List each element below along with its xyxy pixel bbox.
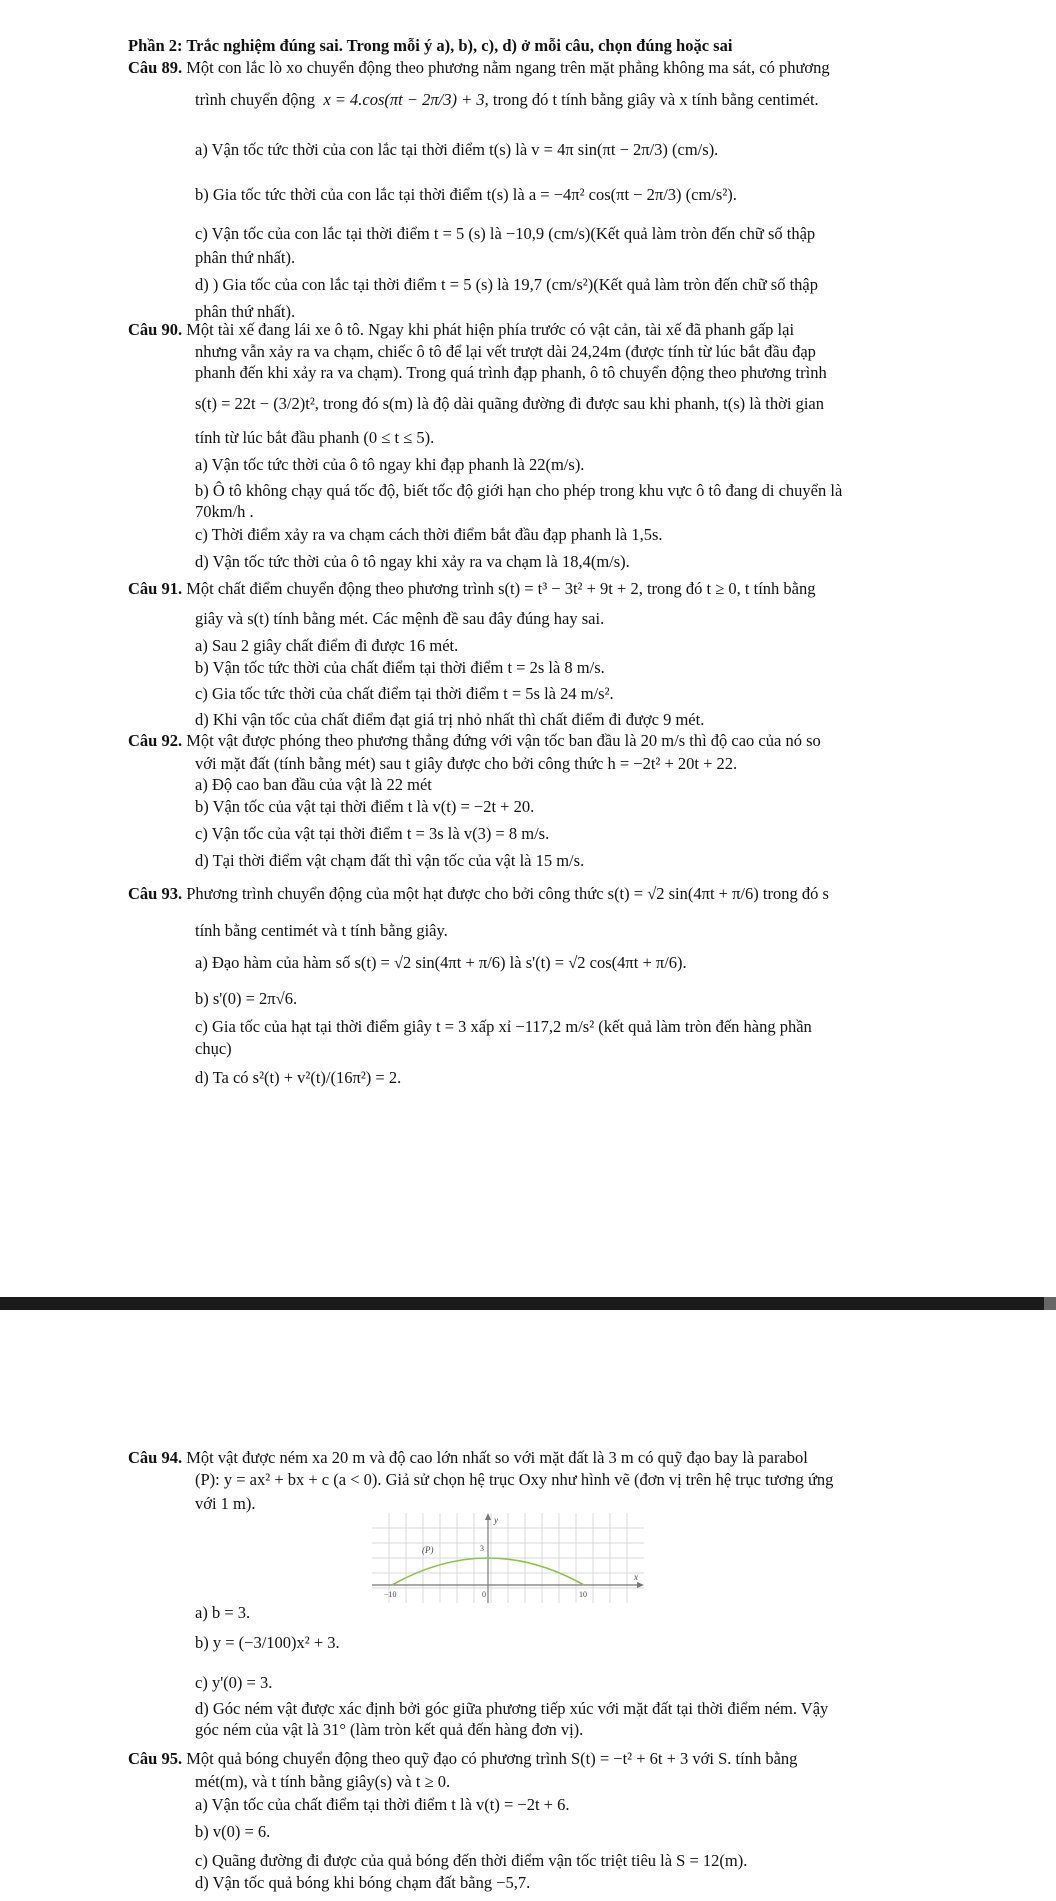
question-92-option-d: d) Tại thời điểm vật chạm đất thì vận tốc của vật là 15 m/s. [195,851,585,870]
question-95-text: Một quả bóng chuyển động theo quỹ đạo có phương trình S(t) = −t² + 6t + 3 với S. tính bằng [186,1749,798,1768]
question-94-option-a: a) b = 3. [195,1603,251,1622]
parabol-figure [372,1513,644,1603]
question-95-option-d: d) Vận tốc quả bóng khi bóng chạm đất bằng −5,7. [195,1873,531,1892]
question-90-option-b-cont: 70km/h . [195,502,254,521]
tick-10: 10 [579,1590,587,1599]
question-93-option-b: b) s'(0) = 2π√6. [195,989,298,1008]
question-95-option-b: b) v(0) = 6. [195,1822,271,1841]
question-91-label: Câu 91. [128,579,183,598]
question-89-option-d-cont: phân thứ nhất). [195,302,296,321]
tick-neg10: −10 [384,1590,397,1599]
question-93-option-c: c) Gia tốc của hạt tại thời điểm giây t = 3 xấp xỉ −117,2 m/s² (kết quả làm tròn đến hàng phần [195,1017,812,1036]
y-axis-arrow [485,1513,491,1520]
question-90-line5: tính từ lúc bắt đầu phanh (0 ≤ t ≤ 5). [195,428,435,447]
question-89-equation-line [195,90,863,110]
question-90-label: Câu 90. [128,320,183,339]
question-89-line2-prefix: trình chuyển động [195,90,316,109]
question-89-text: Một con lắc lò xo chuyển động theo phương nằm ngang trên mặt phẳng không ma sát, có phương [186,58,830,77]
question-92-option-a: a) Độ cao ban đầu của vật là 22 mét [195,775,432,794]
question-92-option-b: b) Vận tốc của vật tại thời điểm t là v(t) = −2t + 20. [195,797,535,816]
question-92-line2: với mặt đất (tính bằng mét) sau t giây được cho bởi công thức h = −2t² + 20t + 22. [195,754,738,773]
question-92-text: Một vật được phóng theo phương thẳng đứng với vận tốc ban đầu là 20 m/s thì độ cao của nó so [186,731,821,750]
question-90-text: Một tài xế đang lái xe ô tô. Ngay khi phát hiện phía trước có vật cản, tài xế đã phanh gấp lại [186,320,795,339]
question-91-option-a: a) Sau 2 giây chất điểm đi được 16 mét. [195,636,459,655]
question-92-option-c: c) Vận tốc của vật tại thời điểm t = 3s là v(3) = 8 m/s. [195,824,550,843]
x-axis-label: x [634,1572,638,1582]
figure-grid [372,1513,644,1603]
question-91-line2: giây và s(t) tính bằng mét. Các mệnh đề sau đây đúng hay sai. [195,609,605,628]
question-93 [128,884,870,904]
question-90 [128,320,870,340]
question-90-option-b: b) Ô tô không chạy quá tốc độ, biết tốc độ giới hạn cho phép trong khu vực ô tô đang di chuyển là [195,481,843,500]
question-94-option-d: d) Góc ném vật được xác định bởi góc giữa phương tiếp xúc với mặt đất tại thời điểm ném. Vậy [195,1699,829,1718]
question-89-label: Câu 89. [128,58,183,77]
page-break-divider-edge [1044,1297,1056,1310]
question-92-label: Câu 92. [128,731,183,750]
question-89-option-c: c) Vận tốc của con lắc tại thời điểm t = 5 (s) là −10,9 (cm/s)(Kết quả làm tròn đến chữ số thập [195,224,816,243]
question-90-option-c: c) Thời điểm xảy ra va chạm cách thời điểm bắt đầu đạp phanh là 1,5s. [195,525,663,544]
question-89-option-c-cont: phân thứ nhất). [195,248,296,267]
question-94-option-b: b) y = (−3/100)x² + 3. [195,1633,340,1652]
question-90-option-d: d) Vận tốc tức thời của ô tô ngay khi xảy ra va chạm là 18,4(m/s). [195,552,630,571]
question-91-option-d: d) Khi vận tốc của chất điểm đạt giá trị nhỏ nhất thì chất điểm đi được 9 mét. [195,710,705,729]
tick-3: 3 [480,1544,484,1553]
question-90-line2: nhưng vẫn xảy ra va chạm, chiếc ô tô để lại vết trượt dài 24,24m (được tính từ lúc bắt đầu đạp [195,342,816,361]
question-90-line4: s(t) = 22t − (3/2)t², trong đó s(m) là độ dài quãng đường đi được sau khi phanh, t(s) là thời gian [195,394,824,413]
question-89 [128,58,870,78]
question-95-label: Câu 95. [128,1749,183,1768]
question-94-text: Một vật được ném xa 20 m và độ cao lớn nhất so với mặt đất là 3 m có quỹ đạo bay là parabol [186,1448,808,1467]
question-94-line2: (P): y = ax² + bx + c (a < 0). Giả sử chọn hệ trục Oxy như hình vẽ (đơn vị trên hệ trục tương ứng [195,1470,834,1489]
question-95-option-c: c) Quãng đường đi được của quả bóng đến thời điểm vận tốc triệt tiêu là S = 12(m). [195,1851,748,1870]
question-95-option-a: a) Vận tốc của chất điểm tại thời điểm t là v(t) = −2t + 6. [195,1795,570,1814]
tick-0: 0 [482,1590,486,1599]
question-92 [128,731,870,751]
question-93-label: Câu 93. [128,884,183,903]
y-axis-label: y [494,1515,498,1525]
question-89-option-d: d) ) Gia tốc của con lắc tại thời điểm t = 5 (s) là 19,7 (cm/s²)(Kết quả làm tròn đến chữ số thập [195,275,818,294]
question-91-option-b: b) Vận tốc tức thời của chất điểm tại thời điểm t = 2s là 8 m/s. [195,658,605,677]
question-89-line2-suffix: , trong đó t tính bằng giây và x tính bằng centimét. [484,90,819,109]
question-93-text: Phương trình chuyển động của một hạt được cho bởi công thức s(t) = √2 sin(4πt + π/6) trong đó s [186,884,829,903]
question-93-option-a: a) Đạo hàm của hàm số s(t) = √2 sin(4πt + π/6) là s'(t) = √2 cos(4πt + π/6). [195,953,687,972]
question-93-option-d: d) Ta có s²(t) + v²(t)/(16π²) = 2. [195,1068,402,1087]
question-89-formula: x = 4.cos(πt − 2π/3) + 3 [323,90,485,109]
question-95 [128,1749,870,1769]
question-93-option-c-cont: chục) [195,1039,232,1058]
question-90-option-a: a) Vận tốc tức thời của ô tô ngay khi đạp phanh là 22(m/s). [195,455,585,474]
question-91 [128,579,870,599]
question-89-option-b: b) Gia tốc tức thời của con lắc tại thời điểm t(s) là a = −4π² cos(πt − 2π/3) (cm/s²). [195,185,737,204]
curve-label: (P) [422,1545,434,1555]
question-89-option-a: a) Vận tốc tức thời của con lắc tại thời điểm t(s) là v = 4π sin(πt − 2π/3) (cm/s). [195,140,719,159]
x-axis-arrow [637,1582,644,1588]
question-94 [128,1448,870,1468]
question-94-option-d-cont: góc ném của vật là 31° (làm tròn kết quả đến hàng đơn vị). [195,1720,584,1739]
question-93-line2: tính bằng centimét và t tính bằng giây. [195,921,448,940]
question-90-line3: phanh đến khi xảy ra va chạm). Trong quá trình đạp phanh, ô tô chuyển động theo phương trình [195,363,827,382]
question-94-line3: với 1 m). [195,1494,256,1513]
question-91-text: Một chất điểm chuyển động theo phương trình s(t) = t³ − 3t² + 9t + 2, trong đó t ≥ 0, t tính bằng [186,579,816,598]
question-95-line2: mét(m), và t tính bằng giây(s) và t ≥ 0. [195,1772,451,1791]
question-91-option-c: c) Gia tốc tức thời của chất điểm tại thời điểm t = 5s là 24 m/s². [195,684,614,703]
question-94-label: Câu 94. [128,1448,183,1467]
page-break-divider [0,1297,1056,1310]
question-94-option-c: c) y'(0) = 3. [195,1673,273,1692]
section-title: Phần 2: Trắc nghiệm đúng sai. Trong mỗi ý a), b), c), d) ở mỗi câu, chọn đúng hoặc sai [128,36,733,55]
